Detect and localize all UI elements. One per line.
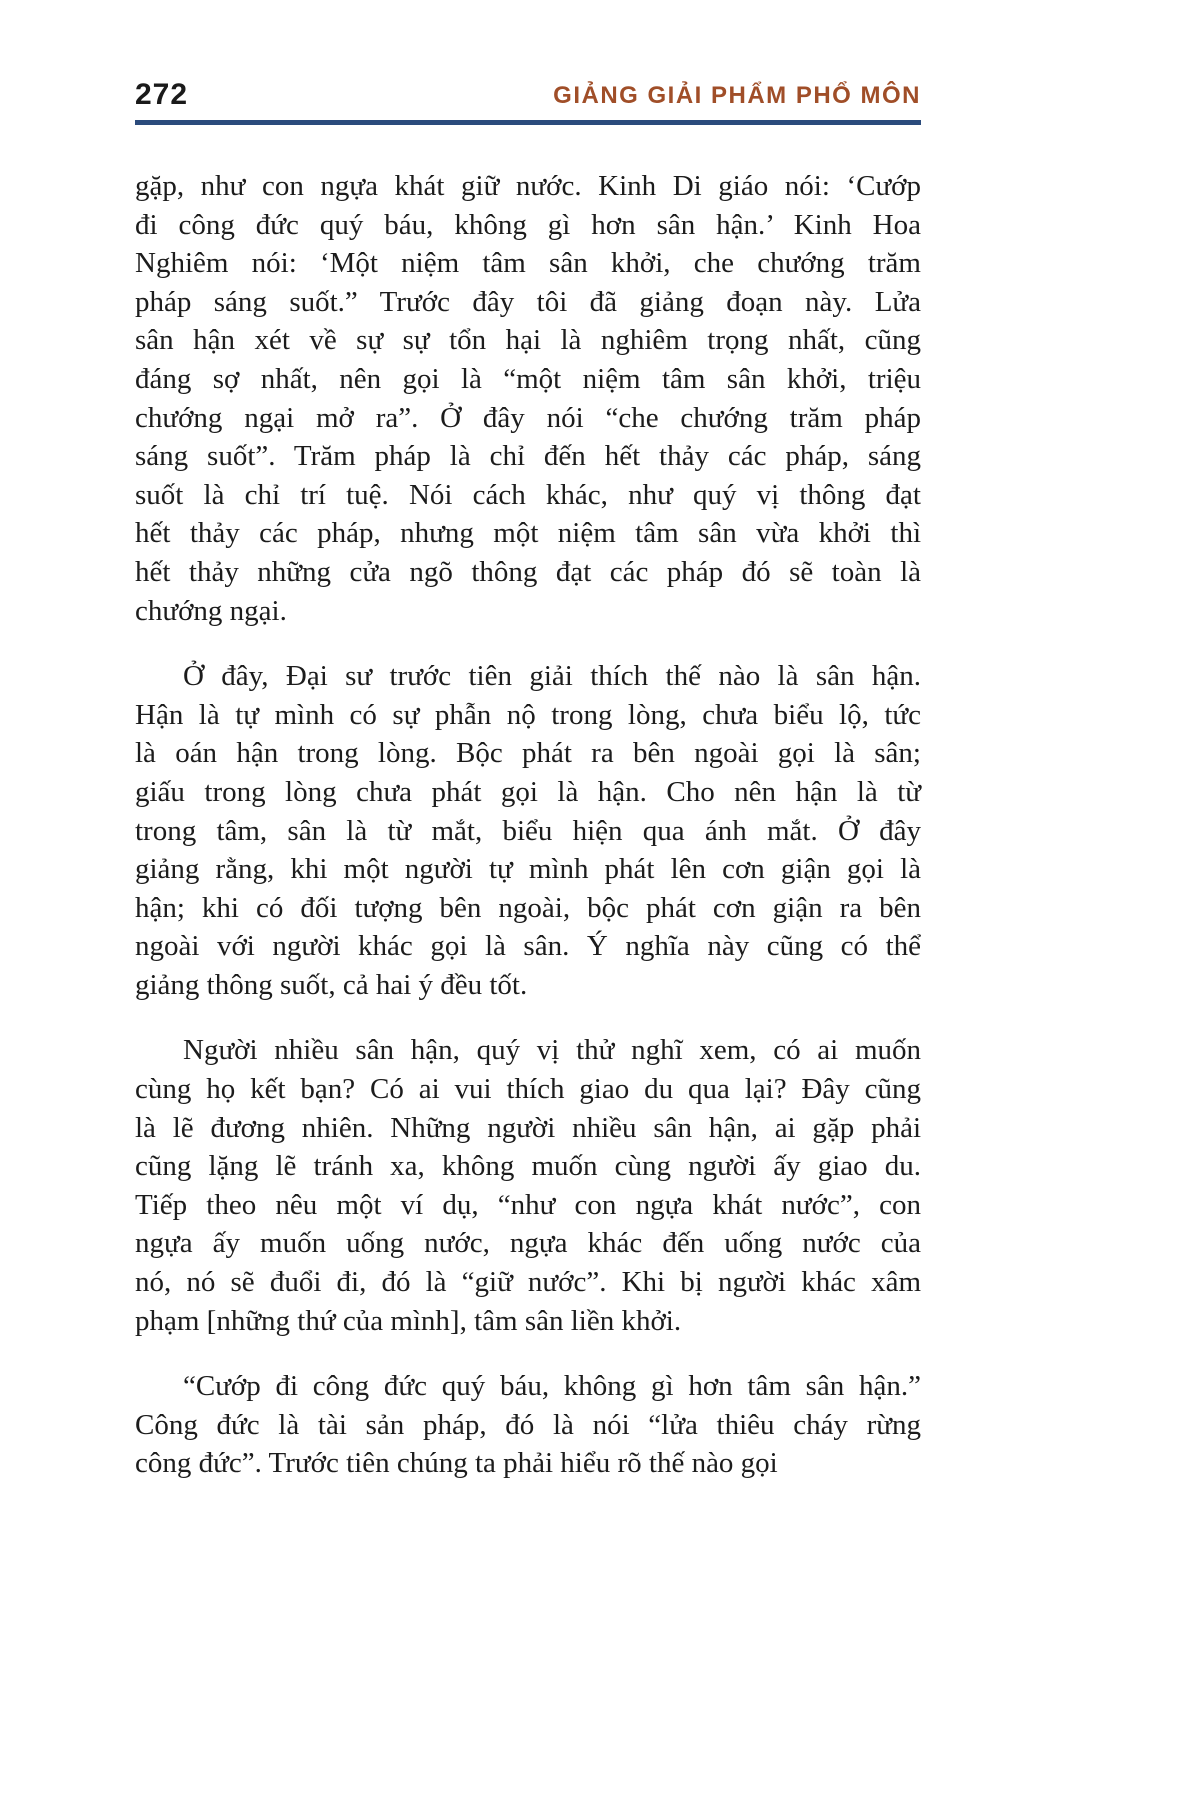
book-page [135, 78, 921, 1483]
text-line: chướng ngại mở ra”. Ở đây nói “che chướng trăm pháp [135, 401, 921, 434]
text-line: công đức”. Trước tiên chúng ta phải hiểu rõ thế nào gọi [135, 1447, 778, 1480]
page-header [135, 78, 921, 112]
text-line: pháp sáng suốt.” Trước đây tôi đã giảng đoạn này. Lửa [135, 285, 921, 318]
text-line: chướng ngại. [135, 594, 287, 627]
text-line: Tiếp theo nêu một ví dụ, “như con ngựa khát nước”, con [135, 1188, 921, 1221]
text-line: đáng sợ nhất, nên gọi là “một niệm tâm sân khởi, triệu [135, 362, 921, 395]
text-line: sân hận xét về sự sự tổn hại là nghiêm trọng nhất, cũng [135, 324, 921, 357]
body-text [135, 167, 921, 1483]
paragraph [135, 657, 921, 1004]
text-line: Công đức là tài sản pháp, đó là nói “lửa thiêu cháy rừng [135, 1408, 921, 1441]
text-line: hết thảy các pháp, nhưng một niệm tâm sân vừa khởi thì [135, 517, 921, 550]
text-line: giảng thông suốt, cả hai ý đều tốt. [135, 968, 528, 1001]
running-title: GIẢNG GIẢI PHẨM PHỔ MÔN [553, 82, 921, 109]
text-line: Ở đây, Đại sư trước tiên giải thích thế nào là sân hận. [183, 660, 921, 693]
text-line: là lẽ đương nhiên. Những người nhiều sân hận, ai gặp phải [135, 1111, 921, 1144]
text-line: hết thảy những cửa ngõ thông đạt các pháp đó sẽ toàn là [135, 555, 921, 588]
text-line: là oán hận trong lòng. Bộc phát ra bên ngoài gọi là sân; [135, 737, 921, 770]
paragraph [135, 167, 921, 630]
text-line: cùng họ kết bạn? Có ai vui thích giao du qua lại? Đây cũng [135, 1073, 921, 1106]
text-line: “Cướp đi công đức quý báu, không gì hơn tâm sân hận.” [183, 1370, 921, 1403]
text-line: gặp, như con ngựa khát giữ nước. Kinh Di giáo nói: ‘Cướp [135, 170, 921, 202]
paragraph [135, 1367, 921, 1483]
header-rule-divider [135, 120, 921, 125]
text-line: sáng suốt”. Trăm pháp là chỉ đến hết thảy các pháp, sáng [135, 440, 921, 473]
text-line: hận; khi có đối tượng bên ngoài, bộc phát cơn giận ra bên [135, 891, 921, 924]
page-number: 272 [135, 78, 189, 111]
paragraph [135, 1031, 921, 1340]
text-line: nó, nó sẽ đuổi đi, đó là “giữ nước”. Khi bị người khác xâm [135, 1266, 921, 1299]
text-line: giấu trong lòng chưa phát gọi là hận. Cho nên hận là từ [135, 775, 921, 808]
text-line: suốt là chỉ trí tuệ. Nói cách khác, như quý vị thông đạt [135, 478, 921, 511]
text-line: giảng rằng, khi một người tự mình phát lên cơn giận gọi là [135, 853, 921, 886]
text-line: ngoài với người khác gọi là sân. Ý nghĩa này cũng có thể [135, 930, 921, 963]
text-line: đi công đức quý báu, không gì hơn sân hận.’ Kinh Hoa [135, 208, 921, 241]
text-line: trong tâm, sân là từ mắt, biểu hiện qua ánh mắt. Ở đây [135, 814, 921, 847]
text-line: phạm [những thứ của mình], tâm sân liền khởi. [135, 1304, 682, 1337]
text-line: ngựa ấy muốn uống nước, ngựa khác đến uống nước của [135, 1227, 921, 1260]
text-line: Hận là tự mình có sự phẫn nộ trong lòng, chưa biểu lộ, tức [135, 698, 921, 731]
text-line: Người nhiều sân hận, quý vị thử nghĩ xem, có ai muốn [183, 1034, 921, 1067]
text-line: Nghiêm nói: ‘Một niệm tâm sân khởi, che chướng trăm [135, 247, 921, 280]
text-line: cũng lặng lẽ tránh xa, không muốn cùng người ấy giao du. [135, 1150, 921, 1183]
